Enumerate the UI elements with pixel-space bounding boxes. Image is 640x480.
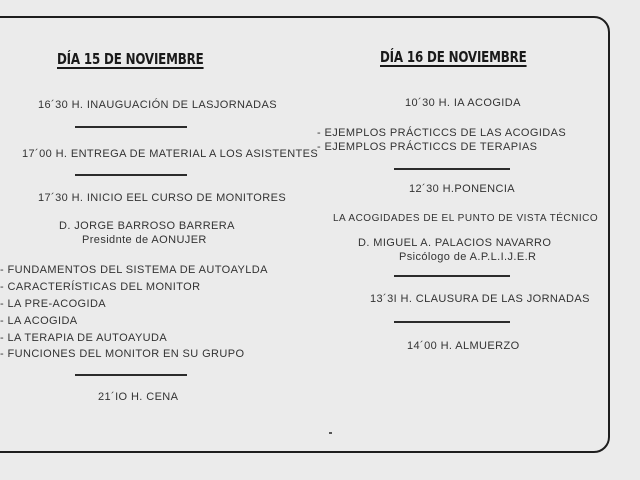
topic-item: - LA ACOGIDA — [0, 315, 78, 327]
schedule-item-lunch: 14´00 H. ALMUERZO — [407, 340, 520, 352]
talk-title: LA ACOGIDADES DE EL PUNTO DE VISTA TÉCNICO — [333, 213, 599, 224]
speaker-name: D. JORGE BARROSO BARRERA — [59, 220, 235, 232]
example-item: - EJEMPLOS PRÁCTICCS DE LAS ACOGIDAS — [317, 127, 567, 139]
schedule-item-talk: 12´30 H.PONENCIA — [409, 183, 516, 195]
topic-item: - FUNCIONES DEL MONITOR EN SU GRUPO — [0, 348, 245, 360]
divider — [394, 168, 510, 170]
schedule-item-opening: 16´30 H. INAUGUACIÓN DE LASJORNADAS — [38, 99, 277, 111]
divider — [394, 321, 510, 323]
scan-speck — [329, 432, 332, 434]
divider — [75, 174, 187, 176]
topic-item: - LA TERAPIA DE AUTOAYUDA — [0, 332, 168, 344]
speaker-name: D. MIGUEL A. PALACIOS NAVARRO — [358, 237, 552, 249]
topic-item: - CARACTERÍSTICAS DEL MONITOR — [0, 281, 201, 293]
topic-item: - FUNDAMENTOS DEL SISTEMA DE AUTOAYLDA — [0, 264, 268, 276]
divider — [75, 374, 187, 376]
topic-item: - LA PRE-ACOGIDA — [0, 298, 107, 310]
day-16-column — [300, 0, 630, 480]
divider — [75, 126, 187, 128]
example-item: - EJEMPLOS PRÁCTICCS DE TERAPIAS — [317, 141, 538, 153]
divider — [394, 275, 510, 277]
speaker-role: Psicólogo de A.P.L.I.J.E.R — [399, 251, 537, 263]
schedule-item-closing: 13´3I H. CLAUSURA DE LAS JORNADAS — [370, 293, 590, 305]
schedule-item-materials: 17´00 H. ENTREGA DE MATERIAL A LOS ASISTENTES — [22, 148, 319, 160]
schedule-item-reception: 10´30 H. IA ACOGIDA — [405, 97, 521, 109]
day-16-title: DÍA 16 DE NOVIEMBRE — [380, 48, 527, 66]
schedule-item-course-start: 17´30 H. INICIO EEL CURSO DE MONITORES — [38, 192, 287, 204]
day-15-column — [0, 0, 319, 480]
day-15-title: DÍA 15 DE NOVIEMBRE — [57, 50, 204, 68]
schedule-item-dinner: 21´IO H. CENA — [98, 391, 179, 403]
speaker-role: Presidnte de AONUJER — [82, 234, 207, 246]
